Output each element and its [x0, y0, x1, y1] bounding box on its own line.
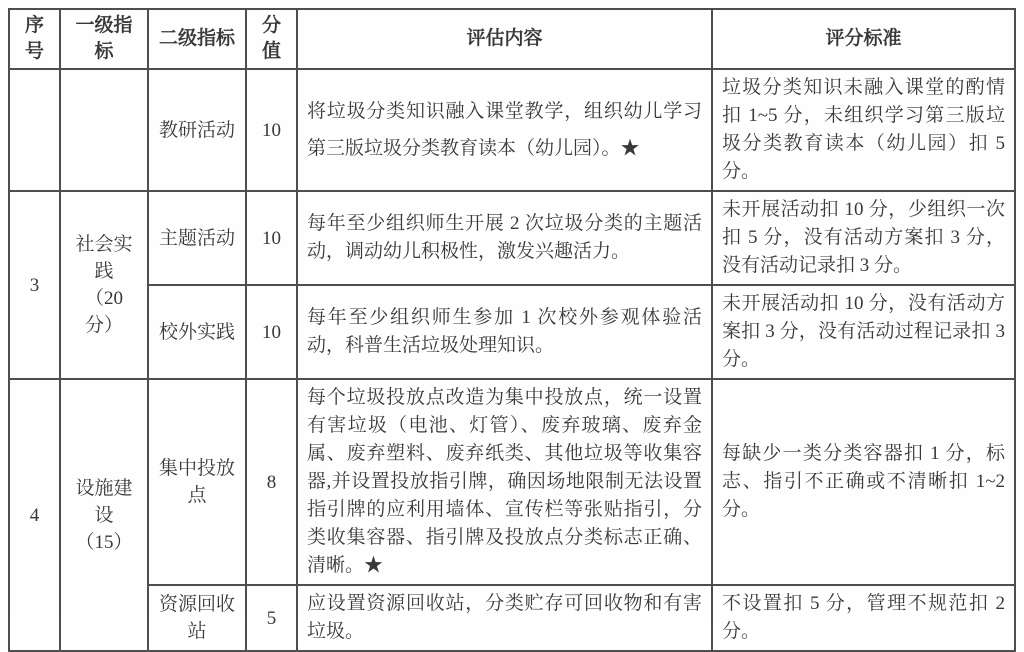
col-header-index: 序号 — [9, 9, 60, 69]
table-row — [9, 585, 1015, 651]
cell-score: 10 — [246, 191, 297, 285]
cell-level2: 资源回收 站 — [148, 585, 246, 651]
cell-criteria: 每缺少一类分类容器扣 1 分，标志、指引不正确或不清晰扣 1~2 分。 — [712, 379, 1015, 585]
cell-level2: 主题活动 — [148, 191, 246, 285]
cell-content: 每个垃圾投放点改造为集中投放点，统一设置有害垃圾（电池、灯管）、废弃玻璃、废弃金属、废弃塑料、废弃纸类、其他垃圾等收集容器,并设置投放指引牌，确因场地限制无法设置指引牌的应利用墙体、宣传栏等张贴指引，分类收集容器、指引牌及投放点分类标志正确、清晰。★ — [297, 379, 712, 585]
cell-content: 每年至少组织师生开展 2 次垃圾分类的主题活动，调动幼儿积极性，激发兴趣活力。 — [297, 191, 712, 285]
cell-index: 4 — [9, 379, 60, 651]
table-row — [9, 191, 1015, 285]
cell-index — [9, 69, 60, 191]
cell-score: 10 — [246, 285, 297, 379]
col-header-level2: 二级指标 — [148, 9, 246, 69]
table-row — [9, 379, 1015, 585]
table-header-row — [9, 9, 1015, 69]
cell-content: 应设置资源回收站，分类贮存可回收物和有害垃圾。 — [297, 585, 712, 651]
cell-criteria: 不设置扣 5 分，管理不规范扣 2 分。 — [712, 585, 1015, 651]
cell-index: 3 — [9, 191, 60, 379]
cell-score: 8 — [246, 379, 297, 585]
cell-level2: 教研活动 — [148, 69, 246, 191]
col-header-criteria: 评分标准 — [712, 9, 1015, 69]
cell-level2: 集中投放 点 — [148, 379, 246, 585]
col-header-score: 分 值 — [246, 9, 297, 69]
cell-level1: 社会实 践 （20 分） — [60, 191, 148, 379]
cell-content: 将垃圾分类知识融入课堂教学，组织幼儿学习第三版垃圾分类教育读本（幼儿园）。★ — [297, 69, 712, 191]
table-row — [9, 285, 1015, 379]
col-header-content: 评估内容 — [297, 9, 712, 69]
cell-criteria: 未开展活动扣 10 分，没有活动方案扣 3 分，没有活动过程记录扣 3 分。 — [712, 285, 1015, 379]
evaluation-table — [8, 8, 1016, 652]
cell-level1 — [60, 69, 148, 191]
cell-criteria: 未开展活动扣 10 分，少组织一次扣 5 分，没有活动方案扣 3 分，没有活动记录扣 3 分。 — [712, 191, 1015, 285]
cell-score: 5 — [246, 585, 297, 651]
cell-content: 每年至少组织师生参加 1 次校外参观体验活动，科普生活垃圾处理知识。 — [297, 285, 712, 379]
cell-level1: 设施建 设 （15） — [60, 379, 148, 651]
col-header-level1: 一级指 标 — [60, 9, 148, 69]
cell-level2: 校外实践 — [148, 285, 246, 379]
cell-score: 10 — [246, 69, 297, 191]
table-row — [9, 69, 1015, 191]
cell-criteria: 垃圾分类知识未融入课堂的酌情扣 1~5 分，未组织学习第三版垃圾分类教育读本（幼儿园）扣 5 分。 — [712, 69, 1015, 191]
